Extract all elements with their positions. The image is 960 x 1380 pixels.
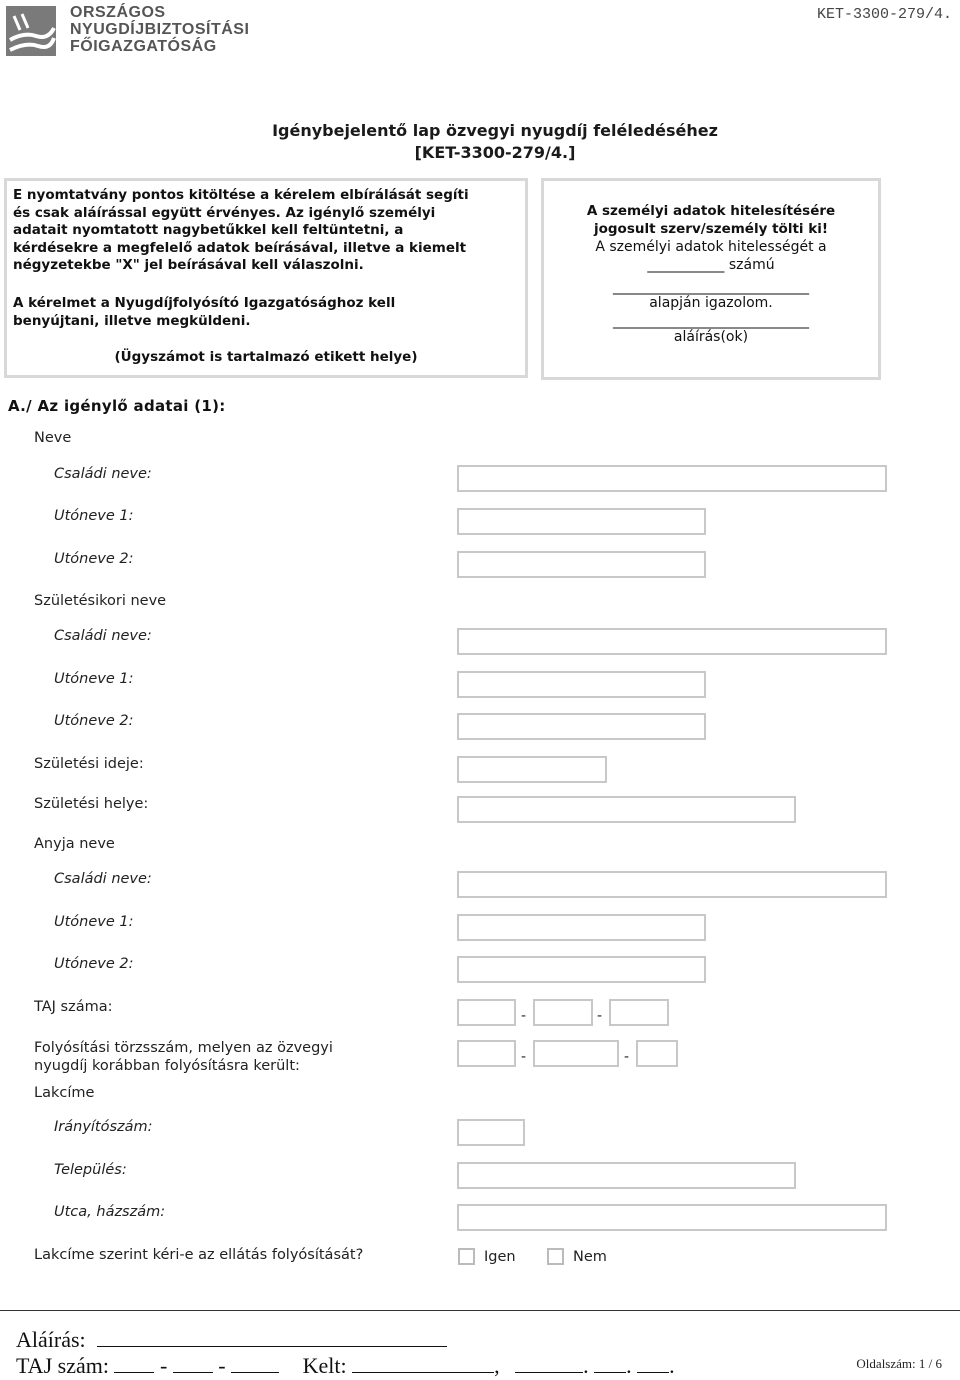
page-number: Oldalszám: 1 / 6 — [856, 1356, 942, 1371]
szuletesi-helye-label: Születési helye: — [34, 796, 149, 812]
igen-checkbox[interactable] — [458, 1248, 475, 1265]
torzsszam-field-1[interactable] — [457, 1040, 516, 1067]
anyja-neve-label: Anyja neve — [34, 836, 115, 852]
footer-taj-line-1[interactable] — [114, 1352, 154, 1373]
footer-kelt-month-line[interactable] — [594, 1352, 626, 1373]
igen-label: Igen — [484, 1249, 516, 1265]
iranyitoszam-label: Irányítószám: — [54, 1119, 153, 1135]
footer-taj-line-2[interactable] — [173, 1352, 213, 1373]
utoneve-1-field[interactable] — [457, 508, 706, 535]
utca-hazszam-label: Utca, házszám: — [54, 1204, 166, 1220]
taj-szama-label: TAJ száma: — [34, 999, 113, 1015]
taj-field-1[interactable] — [457, 999, 516, 1026]
verification-line-1: A személyi adatok hitelesítésére — [586, 203, 836, 219]
lakcim-kerdes-label: Lakcíme szerint kéri-e az ellátás folyósítását? — [34, 1247, 364, 1263]
utca-hazszam-field[interactable] — [457, 1204, 887, 1231]
verification-line-2: jogosult szerv/személy tölti ki! — [593, 220, 828, 237]
utoneve-2-label: Utóneve 2: — [54, 551, 134, 567]
instructions-line: kérdésekre a megfelelő adatok beírásával, illetve a kiemelt — [13, 239, 467, 256]
folyositasi-line-1: Folyósítási törzsszám, melyen az özvegyi — [34, 1040, 333, 1056]
footer-signature-line[interactable] — [97, 1326, 447, 1347]
footer-kelt-place-line[interactable] — [352, 1352, 494, 1373]
document-code: KET-3300-279/4. — [816, 6, 952, 23]
logo — [6, 6, 56, 56]
title-line-2: [KET-3300-279/4.] — [414, 143, 576, 162]
folyositasi-line-2: nyugdíj korábban folyósításra került: — [34, 1058, 300, 1074]
footer-dot: . — [583, 1353, 589, 1378]
footer-kelt-label: Kelt: — [302, 1353, 347, 1378]
footer-comma: , — [494, 1353, 500, 1378]
instructions-line: benyújtani, illetve megküldeni. — [13, 312, 251, 329]
footer-taj-row — [16, 1352, 675, 1379]
label-placeholder: (Ügyszámot is tartalmazó etikett helye) — [114, 349, 418, 365]
anyja-csaladi-neve-field[interactable] — [457, 871, 887, 898]
szuletesi-utoneve-2-field[interactable] — [457, 713, 706, 740]
anyja-utoneve-1-label: Utóneve 1: — [54, 914, 134, 930]
page-title — [150, 120, 840, 164]
footer-kelt-year-line[interactable] — [515, 1352, 583, 1373]
instructions-paragraph-2 — [13, 295, 525, 330]
torzsszam-separator: - — [624, 1049, 630, 1065]
nem-label: Nem — [573, 1249, 607, 1265]
taj-separator: - — [521, 1008, 527, 1024]
footer-signature-row — [16, 1326, 447, 1353]
szuletesi-helye-field[interactable] — [457, 796, 796, 823]
logo-line-2: NYUGDÍJBIZTOSÍTÁSI — [70, 21, 250, 38]
szuletesi-csaladi-neve-label: Családi neve: — [54, 628, 152, 644]
verification-box — [541, 178, 881, 380]
instructions-line: és csak aláírással együtt érvényes. Az igénylő személyi — [13, 204, 436, 221]
footer-kelt-day-line[interactable] — [637, 1352, 669, 1373]
logo-line-3: FŐIGAZGATÓSÁG — [70, 38, 217, 55]
taj-field-2[interactable] — [533, 999, 593, 1026]
szuletesi-utoneve-2-label: Utóneve 2: — [54, 713, 134, 729]
document-number-blank: ___________ — [647, 257, 725, 273]
szuletesi-utoneve-1-label: Utóneve 1: — [54, 671, 134, 687]
logo-text — [70, 4, 249, 55]
footer-taj-label: TAJ szám: — [16, 1353, 109, 1378]
logo-line-1: ORSZÁGOS — [70, 4, 166, 21]
torzsszam-field-3[interactable] — [636, 1040, 678, 1067]
logo-emblem-icon — [6, 6, 56, 56]
lakcime-label: Lakcíme — [34, 1085, 95, 1101]
csaladi-neve-field[interactable] — [457, 465, 887, 492]
document-name-blank: ____________________________ — [613, 279, 809, 295]
anyja-utoneve-2-field[interactable] — [457, 956, 706, 983]
neve-label: Neve — [34, 430, 72, 446]
anyja-utoneve-1-field[interactable] — [457, 914, 706, 941]
folyositasi-torzsszam-label — [34, 1039, 333, 1075]
iranyitoszam-field[interactable] — [457, 1119, 525, 1146]
torzsszam-field-2[interactable] — [533, 1040, 619, 1067]
instructions-line: E nyomtatvány pontos kitöltése a kérelem elbírálását segíti — [13, 187, 469, 203]
nem-checkbox[interactable] — [547, 1248, 564, 1265]
telepules-label: Település: — [54, 1162, 127, 1178]
instructions-line: négyzetekbe "X" jel beírásával kell válaszolni. — [13, 257, 364, 273]
footer-taj-dash: - — [159, 1353, 168, 1378]
section-a-heading: A./ Az igénylő adatai (1): — [8, 397, 226, 415]
verification-text-6: alapján igazolom. — [649, 295, 773, 311]
szuletesi-ideje-label: Születési ideje: — [34, 756, 144, 772]
instructions-line: A kérelmet a Nyugdíjfolyósító Igazgatósághoz kell — [13, 295, 396, 311]
footer-alairas-label: Aláírás: — [16, 1327, 86, 1352]
footer-taj-line-3[interactable] — [231, 1352, 279, 1373]
verification-text-4 — [544, 257, 878, 273]
footer-taj-dash: - — [218, 1353, 226, 1378]
signature-blank: ____________________________ — [613, 313, 809, 329]
taj-field-3[interactable] — [609, 999, 669, 1026]
instructions-box — [4, 178, 528, 378]
szuletesi-utoneve-1-field[interactable] — [457, 671, 706, 698]
anyja-csaladi-neve-label: Családi neve: — [54, 871, 152, 887]
utoneve-2-field[interactable] — [457, 551, 706, 578]
csaladi-neve-label: Családi neve: — [54, 466, 152, 482]
torzsszam-separator: - — [521, 1049, 527, 1065]
szuletesikori-neve-label: Születésikori neve — [34, 593, 167, 609]
anyja-utoneve-2-label: Utóneve 2: — [54, 956, 134, 972]
taj-separator: - — [597, 1008, 603, 1024]
instructions-paragraph-1 — [13, 187, 525, 275]
utoneve-1-label: Utóneve 1: — [54, 508, 134, 524]
footer-dot: . — [626, 1353, 632, 1378]
instructions-line: adatait nyomtatott nagybetűkkel kell feltüntetni, a — [13, 222, 404, 238]
footer-divider — [0, 1310, 960, 1311]
szuletesi-csaladi-neve-field[interactable] — [457, 628, 887, 655]
verification-text-3: A személyi adatok hitelességét a — [595, 239, 827, 255]
footer-dot: . — [669, 1353, 675, 1378]
szamu-label: számú — [728, 257, 775, 273]
szuletesi-ideje-field[interactable] — [457, 756, 607, 783]
signature-label: aláírás(ok) — [673, 329, 749, 345]
title-line-1: Igénybejelentő lap özvegyi nyugdíj feléledéséhez — [272, 121, 718, 140]
verification-title — [544, 203, 878, 238]
telepules-field[interactable] — [457, 1162, 796, 1189]
